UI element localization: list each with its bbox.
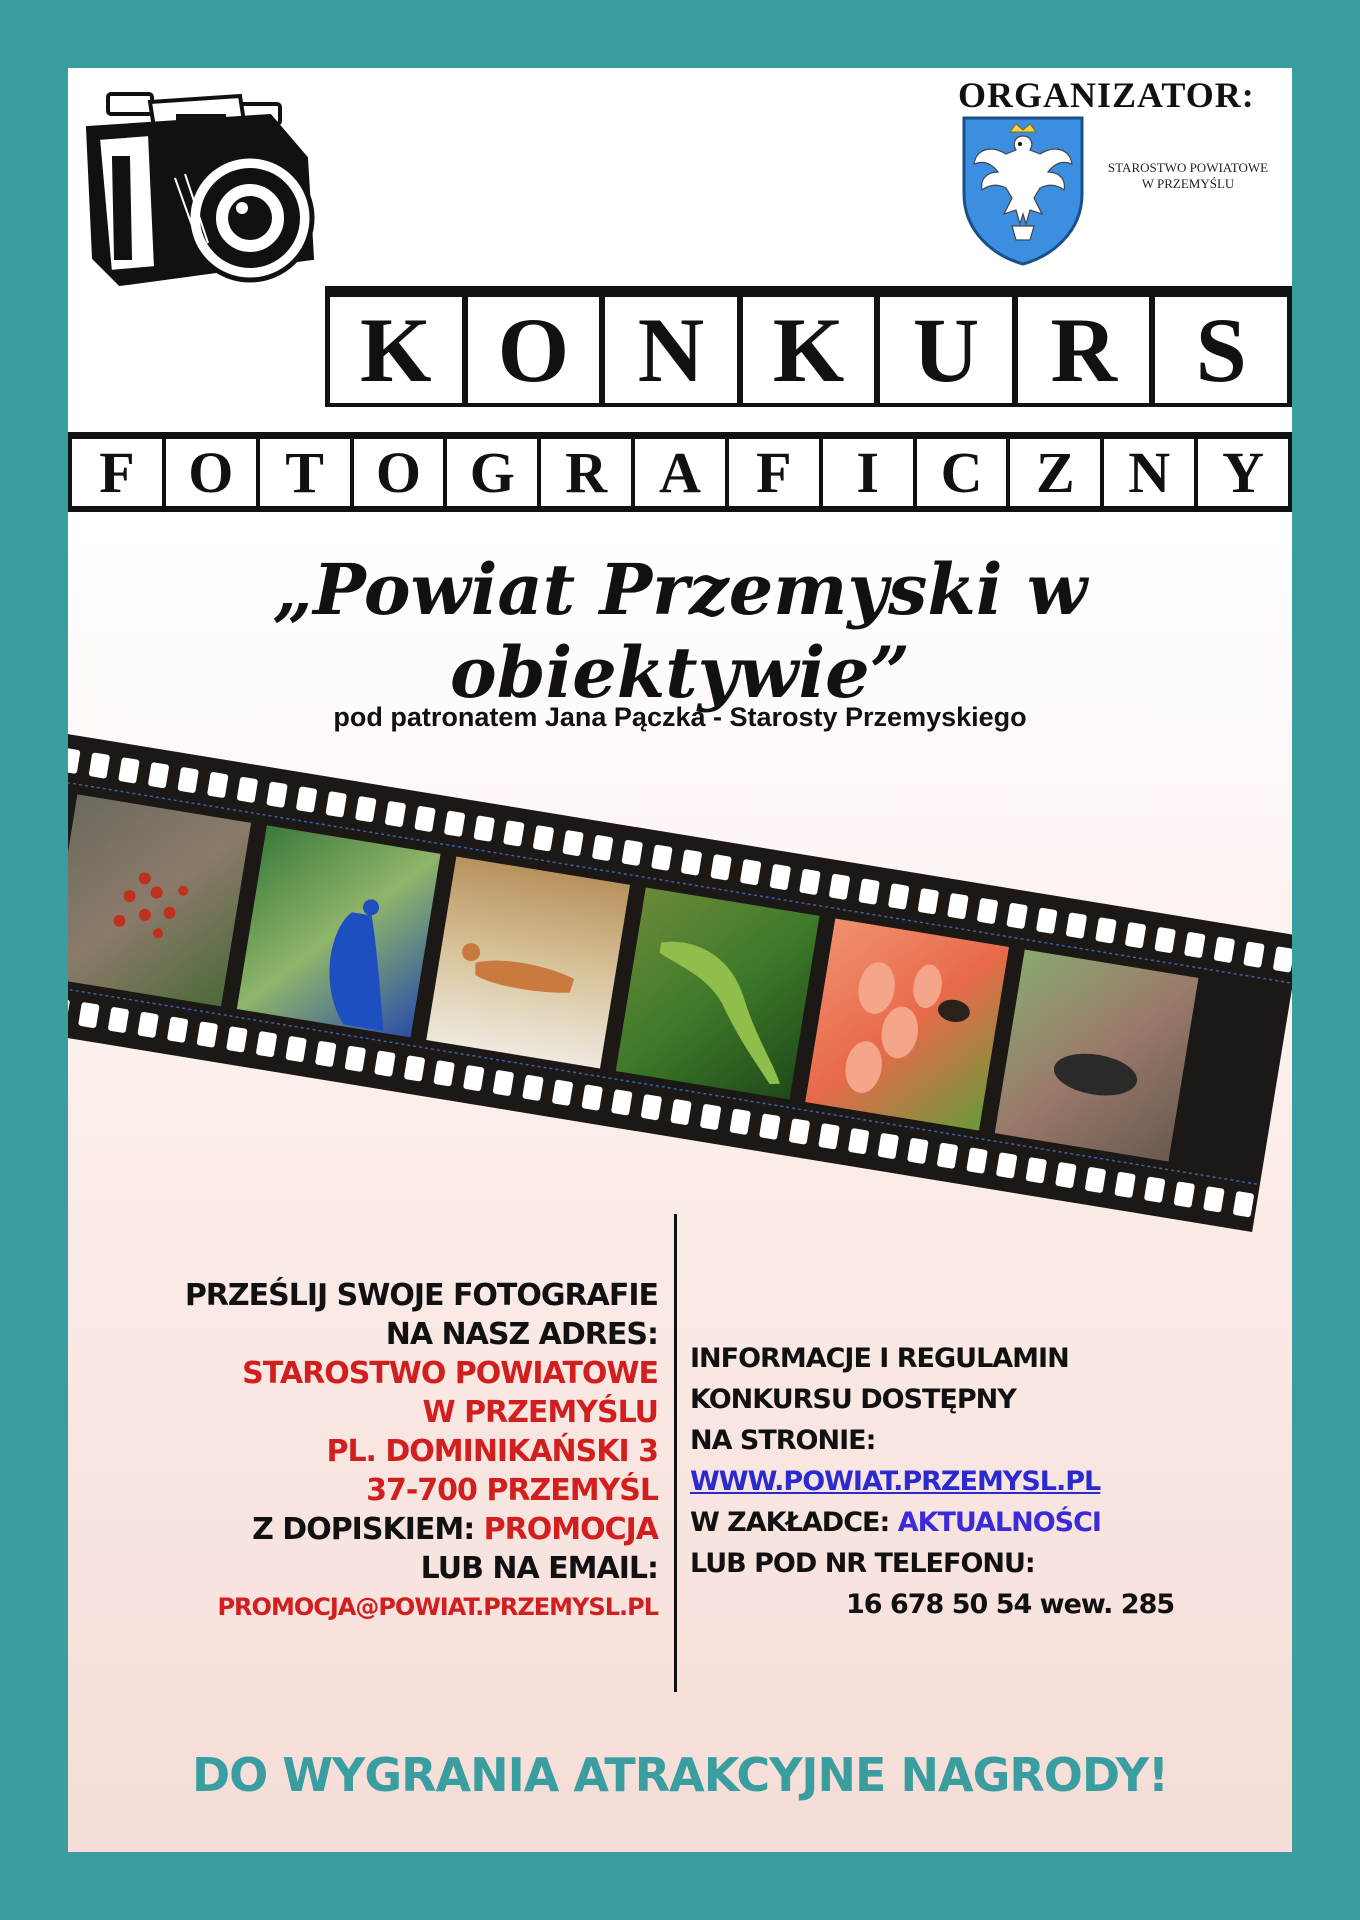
subtitle-letter: Z bbox=[1010, 439, 1100, 506]
film-hole bbox=[829, 873, 851, 900]
film-hole bbox=[562, 830, 584, 857]
film-hole bbox=[118, 757, 140, 784]
title-letter: O bbox=[468, 297, 600, 403]
film-hole bbox=[907, 1138, 929, 1165]
contest-name: „Powiat Przemyski w obiektywie” bbox=[272, 548, 1088, 714]
title-letter: N bbox=[605, 297, 737, 403]
subtitle-letter: R bbox=[541, 439, 631, 506]
film-hole bbox=[700, 1104, 722, 1131]
film-hole bbox=[444, 810, 466, 837]
info-line2: KONKURSU DOSTĘPNY bbox=[690, 1384, 1016, 1415]
title-letters bbox=[325, 297, 1292, 403]
film-hole bbox=[681, 849, 703, 876]
film-hole bbox=[256, 1031, 278, 1058]
film-hole bbox=[740, 859, 762, 886]
film-hole bbox=[670, 1099, 692, 1126]
subtitle-letter: F bbox=[72, 439, 162, 506]
film-hole bbox=[877, 1133, 899, 1160]
film-hole bbox=[966, 1147, 988, 1174]
film-hole bbox=[404, 1055, 426, 1082]
film-hole bbox=[315, 1041, 337, 1068]
contest-info bbox=[690, 1338, 1290, 1625]
film-hole bbox=[89, 752, 111, 779]
phone-number[interactable]: 16 678 50 54 wew. 285 bbox=[846, 1589, 1175, 1620]
film-hole bbox=[1055, 1162, 1077, 1189]
note-value: PROMOCJA bbox=[483, 1512, 658, 1547]
film-hole bbox=[1154, 927, 1176, 954]
subtitle-letter: C bbox=[917, 439, 1007, 506]
film-hole bbox=[621, 840, 643, 867]
film-hole bbox=[374, 1050, 396, 1077]
film-hole bbox=[167, 1016, 189, 1043]
photo-film-strip bbox=[68, 728, 1292, 1348]
film-hole bbox=[533, 825, 555, 852]
title-letter: K bbox=[330, 297, 462, 403]
film-hole bbox=[226, 1026, 248, 1053]
film-hole bbox=[108, 1007, 130, 1034]
film-hole bbox=[503, 820, 525, 847]
subtitle-letter: T bbox=[260, 439, 350, 506]
crest-icon bbox=[960, 114, 1086, 266]
film-hole bbox=[769, 864, 791, 891]
film-hole bbox=[799, 869, 821, 896]
title-film-strip bbox=[325, 286, 1292, 407]
note-label: Z DOPISKIEM: bbox=[252, 1512, 484, 1547]
film-hole bbox=[1144, 1176, 1166, 1203]
film-hole bbox=[888, 883, 910, 910]
poster bbox=[68, 68, 1292, 1852]
patronage-text: pod patronatem Jana Pączka - Starosty Przemyskiego bbox=[333, 702, 1027, 732]
film-hole bbox=[581, 1084, 603, 1111]
film-hole bbox=[463, 1065, 485, 1092]
address-line1: STAROSTWO POWIATOWE bbox=[242, 1356, 658, 1391]
film-hole bbox=[1243, 941, 1265, 968]
phone-label: LUB POD NR TELEFONU: bbox=[690, 1548, 1035, 1579]
submission-line1: PRZEŚLIJ SWOJE FOTOGRAFIE bbox=[184, 1278, 658, 1313]
film-hole bbox=[917, 888, 939, 915]
film-hole bbox=[177, 767, 199, 794]
info-line3: NA STRONIE: bbox=[690, 1425, 876, 1456]
film-hole bbox=[818, 1123, 840, 1150]
film-hole bbox=[385, 801, 407, 828]
tab-label: W ZAKŁADCE: bbox=[690, 1507, 898, 1538]
film-hole bbox=[1214, 936, 1236, 963]
film-hole bbox=[759, 1113, 781, 1140]
film-hole bbox=[1025, 1157, 1047, 1184]
film-hole bbox=[137, 1012, 159, 1039]
submission-info bbox=[68, 1276, 658, 1627]
film-hole bbox=[1036, 907, 1058, 934]
subtitle-letters bbox=[68, 439, 1292, 506]
film-hole bbox=[937, 1142, 959, 1169]
film-hole bbox=[1125, 922, 1147, 949]
film-hole bbox=[977, 898, 999, 925]
title-letter: K bbox=[743, 297, 875, 403]
film-hole bbox=[237, 777, 259, 804]
subtitle-letter: F bbox=[729, 439, 819, 506]
film-hole bbox=[473, 815, 495, 842]
email-label: LUB NA EMAIL: bbox=[420, 1551, 658, 1586]
organizer-name-line1: STAROSTWO POWIATOWE bbox=[1107, 160, 1269, 175]
film-hole bbox=[325, 791, 347, 818]
film-hole bbox=[1173, 1181, 1195, 1208]
film-hole bbox=[789, 1118, 811, 1145]
title-letter: R bbox=[1018, 297, 1150, 403]
email-address[interactable]: PROMOCJA@POWIAT.PRZEMYSL.PL bbox=[217, 1593, 658, 1621]
film-hole bbox=[1085, 1167, 1107, 1194]
info-line1: INFORMACJE I REGULAMIN bbox=[690, 1343, 1069, 1374]
organizer-title: ORGANIZATOR: bbox=[958, 75, 1255, 115]
film-hole bbox=[196, 1021, 218, 1048]
film-hole bbox=[78, 1002, 100, 1029]
film-hole bbox=[1184, 932, 1206, 959]
film-hole bbox=[296, 786, 318, 813]
subtitle-letter: G bbox=[447, 439, 537, 506]
film-hole bbox=[592, 835, 614, 862]
address-line4: 37-700 PRZEMYŚL bbox=[366, 1473, 658, 1508]
tab-line bbox=[690, 1502, 1290, 1543]
film-hole bbox=[522, 1075, 544, 1102]
deer-photo bbox=[426, 856, 630, 1068]
film-hole bbox=[345, 1045, 367, 1072]
subtitle-letter: N bbox=[1104, 439, 1194, 506]
subtitle-film-strip bbox=[68, 432, 1292, 512]
title-letter: S bbox=[1155, 297, 1287, 403]
film-hole bbox=[996, 1152, 1018, 1179]
film-hole bbox=[1233, 1191, 1255, 1218]
tab-value[interactable]: AKTUALNOŚCI bbox=[897, 1507, 1101, 1538]
film-hole bbox=[710, 854, 732, 881]
subtitle-letter: Y bbox=[1198, 439, 1288, 506]
film-hole bbox=[1006, 903, 1028, 930]
camera-icon bbox=[80, 88, 324, 302]
film-hole bbox=[414, 806, 436, 833]
film-hole bbox=[493, 1070, 515, 1097]
website-link[interactable]: WWW.POWIAT.PRZEMYSL.PL bbox=[690, 1466, 1101, 1497]
subtitle-letter: O bbox=[354, 439, 444, 506]
film-hole bbox=[651, 844, 673, 871]
film-hole bbox=[266, 781, 288, 808]
subtitle-letter: O bbox=[166, 439, 256, 506]
film-hole bbox=[611, 1089, 633, 1116]
column-divider bbox=[674, 1214, 677, 1692]
film-hole bbox=[848, 1128, 870, 1155]
film-hole bbox=[858, 878, 880, 905]
film-hole bbox=[148, 762, 170, 789]
film-hole bbox=[355, 796, 377, 823]
organizer-name-line2: W PRZEMYŚLU bbox=[1141, 176, 1235, 191]
subtitle-letter: A bbox=[635, 439, 725, 506]
film-hole bbox=[641, 1094, 663, 1121]
film-hole bbox=[433, 1060, 455, 1087]
subtitle-letter: I bbox=[823, 439, 913, 506]
film-hole bbox=[947, 893, 969, 920]
note-line bbox=[68, 1510, 658, 1549]
film-hole bbox=[729, 1109, 751, 1136]
film-hole bbox=[285, 1036, 307, 1063]
film-hole bbox=[207, 772, 229, 799]
submission-line2: NA NASZ ADRES: bbox=[385, 1317, 658, 1352]
film-hole bbox=[1114, 1172, 1136, 1199]
organizer-name bbox=[1088, 160, 1288, 192]
film-hole bbox=[1066, 912, 1088, 939]
film-hole bbox=[1095, 917, 1117, 944]
film-hole bbox=[1203, 1186, 1225, 1213]
prizes-banner: DO WYGRANIA ATRAKCYJNE NAGRODY! bbox=[192, 1748, 1168, 1802]
film-hole bbox=[552, 1079, 574, 1106]
title-letter: U bbox=[880, 297, 1012, 403]
address-line3: PL. DOMINIKAŃSKI 3 bbox=[326, 1434, 658, 1469]
bugs-photo bbox=[68, 794, 251, 1006]
address-line2: W PRZEMYŚLU bbox=[422, 1395, 658, 1430]
